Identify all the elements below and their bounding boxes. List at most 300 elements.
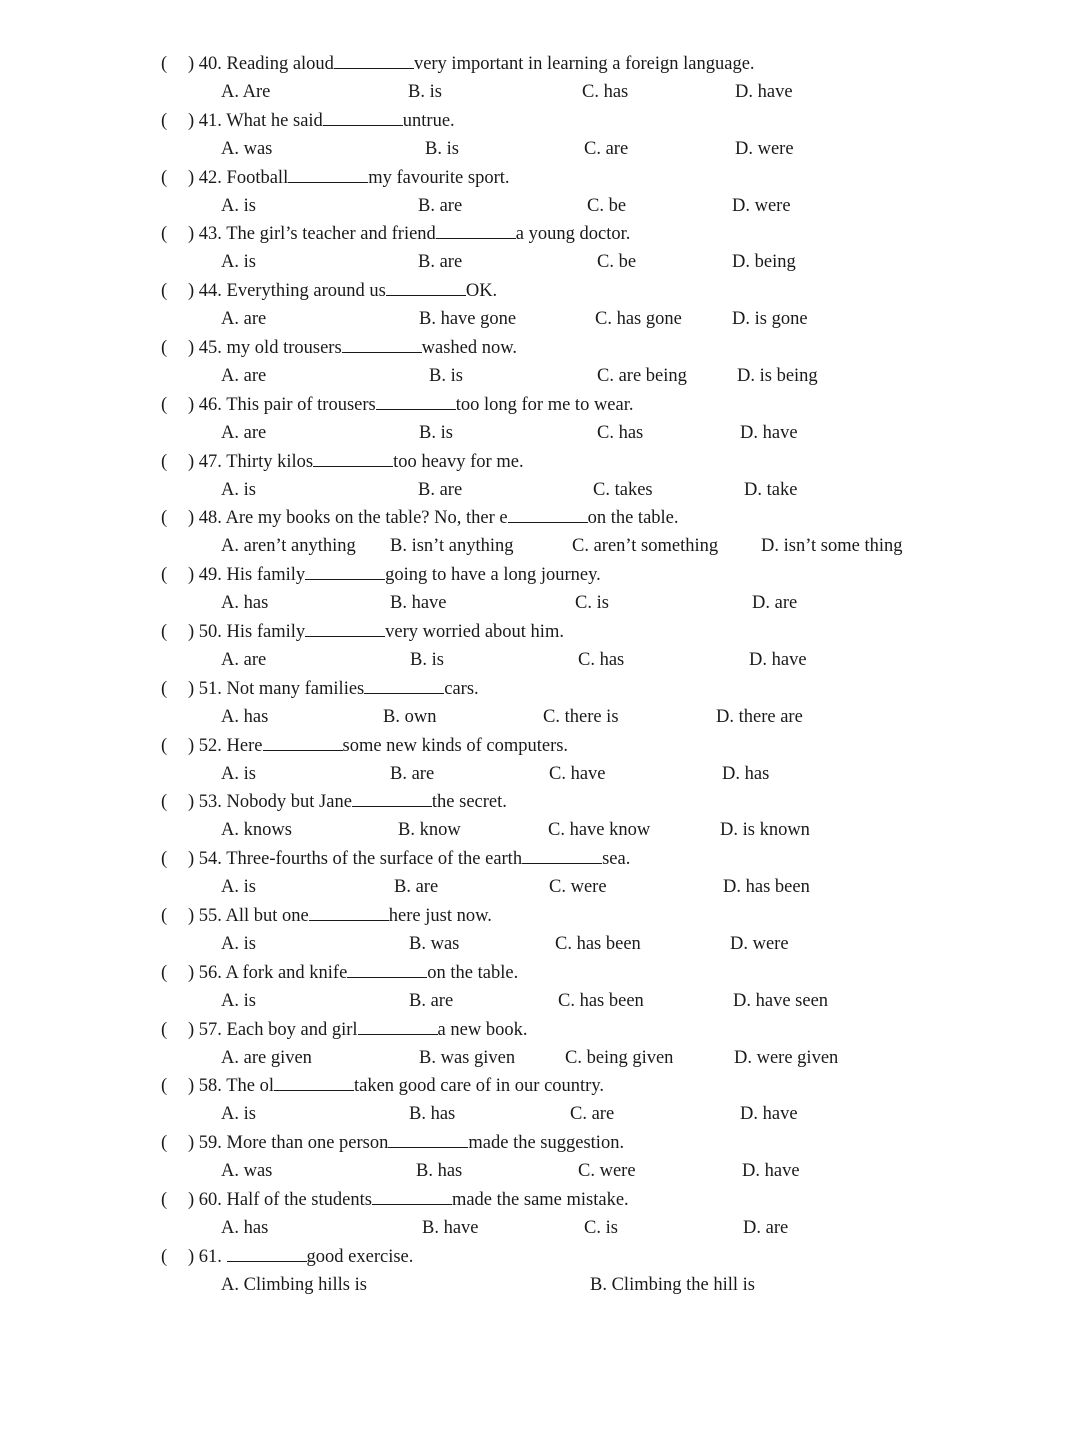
answer-paren[interactable] [161, 561, 167, 589]
paren-close: ) [188, 735, 195, 756]
question-text-before: Not many families [226, 678, 365, 699]
question-number: 61. [198, 1246, 222, 1267]
question-number: 40. [198, 54, 222, 74]
paren-close: ) [188, 849, 195, 870]
option-c[interactable]: C. being given [565, 1047, 674, 1068]
question-number: 55. [198, 906, 222, 926]
question-number: 52. [198, 735, 222, 756]
paren-open: ( [161, 167, 168, 188]
question-stem [188, 277, 497, 305]
question-text-after: the secret. [431, 792, 507, 813]
question-stem [188, 164, 510, 192]
answer-blank[interactable] [358, 1016, 438, 1035]
option-a[interactable]: A. Climbing hills is [221, 1274, 367, 1295]
option-d[interactable]: D. have [740, 422, 798, 443]
answer-blank[interactable] [323, 107, 403, 126]
option-a[interactable]: A. knows [221, 820, 292, 841]
question-number: 49. [198, 565, 222, 586]
question-text-before: His family [226, 565, 306, 586]
option-a[interactable]: A. is [221, 763, 256, 784]
option-c[interactable]: C. are [584, 138, 629, 159]
option-c[interactable]: C. takes [593, 479, 653, 500]
question-text-before: A fork and knife [225, 962, 348, 983]
question-text-after: some new kinds of computers. [342, 735, 569, 756]
option-b[interactable]: B. are [418, 479, 463, 500]
question-46 [0, 391, 1080, 419]
paren-close: ) [188, 1246, 195, 1267]
paren-close: ) [188, 1133, 195, 1154]
question-number: 44. [198, 281, 222, 302]
option-a[interactable]: A. is [221, 934, 256, 954]
answer-paren[interactable] [161, 504, 167, 532]
question-44 [0, 277, 1080, 305]
question-stem [188, 1186, 629, 1214]
question-stem [188, 1129, 624, 1157]
option-b[interactable]: B. Climbing the hill is [590, 1274, 755, 1295]
option-b[interactable]: B. know [398, 820, 461, 841]
answer-paren[interactable] [161, 845, 167, 873]
options-row [0, 192, 1080, 220]
option-b[interactable]: B. isn’t anything [390, 536, 514, 557]
option-a[interactable]: A. are [221, 309, 267, 330]
paren-open: ( [161, 508, 168, 529]
question-number: 45. [198, 338, 222, 358]
options-row [0, 419, 1080, 447]
question-text-after: here just now. [388, 906, 492, 926]
question-stem [188, 1243, 413, 1271]
answer-paren[interactable] [161, 732, 167, 760]
question-number: 59. [198, 1133, 222, 1154]
option-d[interactable]: D. take [744, 479, 798, 500]
question-number: 51. [198, 678, 222, 699]
option-c[interactable]: C. be [597, 252, 637, 273]
paren-open: ( [161, 622, 168, 642]
option-c[interactable]: C. has [597, 422, 644, 443]
answer-paren[interactable] [161, 1243, 167, 1271]
question-text-before: Each boy and girl [226, 1019, 358, 1040]
option-b[interactable]: B. is [408, 82, 442, 102]
answer-blank[interactable] [508, 504, 588, 523]
question-number: 60. [198, 1190, 222, 1210]
option-b[interactable]: B. have [422, 1218, 479, 1238]
question-text-before: Football [226, 167, 289, 188]
question-number: 46. [198, 394, 222, 415]
answer-paren[interactable] [161, 220, 167, 248]
option-a[interactable]: A. is [221, 877, 256, 898]
option-d[interactable]: D. have [742, 1161, 800, 1182]
question-54 [0, 845, 1080, 873]
answer-blank[interactable] [342, 334, 422, 353]
paren-close: ) [188, 167, 195, 188]
option-a[interactable]: A. are [221, 422, 267, 443]
paren-close: ) [188, 1076, 195, 1097]
question-52 [0, 732, 1080, 760]
question-number: 50. [198, 622, 222, 642]
question-49 [0, 561, 1080, 589]
paren-close: ) [188, 281, 195, 302]
question-text-after: good exercise. [306, 1246, 414, 1267]
paren-open: ( [161, 281, 168, 302]
option-c[interactable]: C. have [549, 763, 606, 784]
option-d[interactable]: D. were given [734, 1047, 839, 1068]
option-d[interactable]: D. have [749, 650, 807, 670]
option-c[interactable]: C. there is [543, 706, 619, 727]
option-c[interactable]: C. be [587, 195, 627, 216]
question-text-after: too heavy for me. [393, 451, 524, 472]
option-a[interactable]: A. was [221, 138, 273, 159]
paren-open: ( [161, 338, 168, 358]
answer-blank[interactable] [522, 845, 602, 864]
option-a[interactable]: A. are given [221, 1047, 312, 1068]
question-number: 43. [198, 224, 222, 245]
paren-open: ( [161, 1076, 168, 1097]
option-d[interactable]: D. have [735, 82, 793, 102]
paren-close: ) [188, 338, 195, 358]
answer-blank[interactable] [288, 164, 368, 183]
paren-open: ( [161, 678, 168, 699]
paren-close: ) [188, 906, 195, 926]
answer-blank[interactable] [372, 1186, 452, 1205]
options-row [0, 646, 1080, 674]
answer-blank[interactable] [227, 1243, 307, 1262]
options-row [0, 987, 1080, 1015]
question-42 [0, 164, 1080, 192]
question-number: 57. [198, 1019, 222, 1040]
question-text-before: Three-fourths of the surface of the earth [226, 849, 523, 870]
paren-close: ) [188, 508, 195, 529]
question-stem [188, 561, 601, 589]
question-stem [188, 448, 524, 476]
option-c[interactable]: C. has [578, 650, 625, 670]
question-43 [0, 220, 1080, 248]
question-text-before: my old trousers [226, 338, 342, 358]
option-d[interactable]: D. have seen [733, 990, 829, 1011]
paren-close: ) [188, 1190, 195, 1210]
paren-close: ) [188, 394, 195, 415]
answer-paren[interactable] [161, 959, 167, 987]
question-number: 54. [198, 849, 222, 870]
question-text-before: This pair of trousers [226, 394, 376, 415]
option-c[interactable]: C. were [549, 877, 607, 898]
question-text-before: Everything around us [226, 281, 386, 302]
option-a[interactable]: A. are [221, 650, 267, 670]
options-row [0, 1044, 1080, 1072]
paren-close: ) [188, 224, 195, 245]
question-text-after: cars. [444, 678, 479, 699]
option-a[interactable]: A. has [221, 706, 269, 727]
options-row [0, 1214, 1080, 1242]
option-a[interactable]: A. is [221, 990, 256, 1011]
answer-blank[interactable] [364, 675, 444, 694]
answer-blank[interactable] [376, 391, 456, 410]
option-d[interactable]: D. has [722, 763, 770, 784]
question-stem [188, 732, 568, 760]
option-d[interactable]: D. being [732, 252, 796, 273]
question-45 [0, 334, 1080, 362]
option-c[interactable]: C. aren’t something [572, 536, 719, 557]
question-text-after: on the table. [587, 508, 679, 529]
option-d[interactable]: D. were [735, 138, 794, 159]
question-53 [0, 788, 1080, 816]
question-60 [0, 1186, 1080, 1214]
options-row [0, 476, 1080, 504]
option-b[interactable]: B. are [418, 252, 463, 273]
option-d[interactable]: D. there are [716, 706, 803, 727]
option-b[interactable]: B. are [418, 195, 463, 216]
question-stem [188, 902, 492, 930]
question-47 [0, 448, 1080, 476]
paren-close: ) [188, 565, 195, 586]
option-b[interactable]: B. has [416, 1161, 463, 1182]
option-a[interactable]: A. aren’t anything [221, 536, 356, 557]
paren-open: ( [161, 1019, 168, 1040]
answer-blank[interactable] [305, 618, 385, 637]
paren-open: ( [161, 394, 168, 415]
paren-close: ) [188, 622, 195, 642]
answer-blank[interactable] [347, 959, 427, 978]
answer-paren[interactable] [161, 334, 167, 362]
question-stem [188, 391, 634, 419]
option-d[interactable]: D. isn’t some thing [761, 536, 903, 557]
question-text-after: going to have a long journey. [385, 565, 601, 586]
question-55 [0, 902, 1080, 930]
options-row [0, 1100, 1080, 1128]
answer-paren[interactable] [161, 788, 167, 816]
option-b[interactable]: B. is [429, 366, 463, 386]
question-stem [188, 504, 679, 532]
option-b[interactable]: B. is [410, 650, 444, 670]
paren-open: ( [161, 54, 168, 74]
question-text-before: Here [226, 735, 263, 756]
option-b[interactable]: B. are [394, 877, 439, 898]
options-row [0, 930, 1080, 958]
question-text-before: Half of the students [226, 1190, 372, 1210]
question-text-before: His family [226, 622, 306, 642]
paren-open: ( [161, 735, 168, 756]
options-row [0, 1271, 1080, 1299]
question-text-before: Thirty kilos [226, 451, 314, 472]
question-text-before: Reading aloud [226, 54, 334, 74]
option-b[interactable]: B. was [409, 934, 460, 954]
question-50 [0, 618, 1080, 646]
paren-open: ( [161, 1246, 168, 1267]
option-a[interactable]: A. is [221, 252, 256, 273]
option-c[interactable]: C. has [582, 82, 629, 102]
paren-open: ( [161, 906, 168, 926]
answer-blank[interactable] [305, 561, 385, 580]
question-56 [0, 959, 1080, 987]
option-d[interactable]: D. are [752, 593, 798, 614]
question-61 [0, 1243, 1080, 1271]
answer-blank[interactable] [274, 1072, 354, 1091]
question-40 [0, 50, 1080, 78]
question-text-before: Are my books on the table? No, ther e [225, 508, 508, 529]
question-text-before: The girl’s teacher and friend [226, 224, 436, 245]
answer-paren[interactable] [161, 1072, 167, 1100]
option-d[interactable]: D. were [732, 195, 791, 216]
answer-paren[interactable] [161, 50, 167, 78]
option-b[interactable]: B. own [383, 706, 437, 727]
question-text-after: on the table. [427, 962, 519, 983]
answer-blank[interactable] [436, 220, 516, 239]
options-row [0, 816, 1080, 844]
paren-open: ( [161, 1190, 168, 1210]
question-text-after: a young doctor. [515, 224, 631, 245]
question-stem [188, 107, 455, 135]
question-number: 41. [198, 110, 222, 131]
answer-blank[interactable] [309, 902, 389, 921]
answer-paren[interactable] [161, 675, 167, 703]
options-row [0, 873, 1080, 901]
option-c[interactable]: C. has been [555, 934, 641, 954]
question-text-before: More than one person [226, 1133, 389, 1154]
options-row [0, 760, 1080, 788]
paren-close: ) [188, 54, 195, 74]
option-c[interactable]: C. is [575, 593, 609, 614]
option-a[interactable]: A. are [221, 366, 267, 386]
question-number: 56. [198, 962, 222, 983]
option-a[interactable]: A. was [221, 1161, 273, 1182]
option-d[interactable]: D. were [730, 934, 789, 954]
option-a[interactable]: A. is [221, 1104, 256, 1125]
option-b[interactable]: B. have [390, 593, 447, 614]
question-text-before: What he said [226, 110, 323, 131]
option-d[interactable]: D. is gone [732, 309, 808, 330]
option-d[interactable]: D. is known [720, 820, 810, 841]
paren-open: ( [161, 1133, 168, 1154]
option-b[interactable]: B. are [409, 990, 454, 1011]
question-text-after: made the suggestion. [468, 1133, 625, 1154]
option-b[interactable]: B. is [425, 138, 459, 159]
option-b[interactable]: B. are [390, 763, 435, 784]
option-a[interactable]: A. has [221, 1218, 269, 1238]
answer-paren[interactable] [161, 902, 167, 930]
option-d[interactable]: D. is being [737, 366, 818, 386]
question-stem [188, 1072, 604, 1100]
options-row [0, 362, 1080, 390]
answer-blank[interactable] [388, 1129, 468, 1148]
answer-paren[interactable] [161, 1186, 167, 1214]
answer-paren[interactable] [161, 391, 167, 419]
question-41 [0, 107, 1080, 135]
options-row [0, 78, 1080, 106]
option-d[interactable]: D. are [743, 1218, 789, 1238]
question-48 [0, 504, 1080, 532]
option-a[interactable]: A. is [221, 479, 256, 500]
question-number: 47. [198, 451, 222, 472]
answer-paren[interactable] [161, 1016, 167, 1044]
option-c[interactable]: C. are [570, 1104, 615, 1125]
question-text-after: too long for me to wear. [455, 394, 634, 415]
answer-blank[interactable] [352, 788, 432, 807]
options-row [0, 305, 1080, 333]
option-c[interactable]: C. are being [597, 366, 687, 386]
options-row [0, 532, 1080, 560]
answer-blank[interactable] [313, 448, 393, 467]
paren-close: ) [188, 792, 195, 813]
question-text-before: The ol [226, 1076, 274, 1097]
question-text-after: very worried about him. [385, 622, 564, 642]
options-row [0, 1157, 1080, 1185]
option-c[interactable]: C. has been [558, 990, 644, 1011]
answer-paren[interactable] [161, 618, 167, 646]
question-text-after: untrue. [402, 110, 455, 131]
question-number: 42. [198, 167, 222, 188]
question-58 [0, 1072, 1080, 1100]
question-text-before: All but one [225, 906, 309, 926]
option-a[interactable]: A. is [221, 195, 256, 216]
question-number: 53. [198, 792, 222, 813]
paren-open: ( [161, 962, 168, 983]
answer-blank[interactable] [263, 732, 343, 751]
option-d[interactable]: D. have [740, 1104, 798, 1125]
option-b[interactable]: B. has [409, 1104, 456, 1125]
options-row [0, 135, 1080, 163]
options-row [0, 589, 1080, 617]
answer-paren[interactable] [161, 277, 167, 305]
option-a[interactable]: A. has [221, 593, 269, 614]
paren-close: ) [188, 678, 195, 699]
question-text-after: sea. [602, 849, 631, 870]
question-text-after: a new book. [437, 1019, 528, 1040]
option-d[interactable]: D. has been [723, 877, 810, 898]
question-text-after: very important in learning a foreign language. [413, 54, 755, 74]
question-51 [0, 675, 1080, 703]
question-text-after: OK. [465, 281, 498, 302]
paren-close: ) [188, 451, 195, 472]
option-c[interactable]: C. were [578, 1161, 636, 1182]
option-c[interactable]: C. has gone [595, 309, 682, 330]
question-text-after: made the same mistake. [451, 1190, 629, 1210]
question-text-after: washed now. [421, 338, 518, 358]
paren-open: ( [161, 451, 168, 472]
question-number: 58. [198, 1076, 222, 1097]
option-b[interactable]: B. was given [419, 1047, 516, 1068]
answer-paren[interactable] [161, 448, 167, 476]
answer-paren[interactable] [161, 164, 167, 192]
question-stem [188, 959, 518, 987]
question-text-before: Nobody but Jane [226, 792, 352, 813]
answer-blank[interactable] [386, 277, 466, 296]
question-stem [188, 845, 630, 873]
option-a[interactable]: A. Are [221, 82, 271, 102]
question-stem [188, 220, 630, 248]
question-number: 48. [198, 508, 222, 529]
question-stem [188, 675, 479, 703]
paren-open: ( [161, 849, 168, 870]
question-stem [188, 788, 507, 816]
answer-paren[interactable] [161, 1129, 167, 1157]
question-57 [0, 1016, 1080, 1044]
answer-blank[interactable] [334, 50, 414, 69]
options-row [0, 703, 1080, 731]
paren-open: ( [161, 565, 168, 586]
question-text-after: taken good care of in our country. [354, 1076, 605, 1097]
question-stem [188, 618, 564, 646]
paren-close: ) [188, 110, 195, 131]
paren-open: ( [161, 224, 168, 245]
option-b[interactable]: B. is [419, 422, 453, 443]
question-stem [188, 50, 755, 78]
option-c[interactable]: C. have know [548, 820, 651, 841]
options-row [0, 248, 1080, 276]
paren-close: ) [188, 1019, 195, 1040]
option-c[interactable]: C. is [584, 1218, 618, 1238]
option-b[interactable]: B. have gone [419, 309, 517, 330]
paren-close: ) [188, 962, 195, 983]
answer-paren[interactable] [161, 107, 167, 135]
question-59 [0, 1129, 1080, 1157]
